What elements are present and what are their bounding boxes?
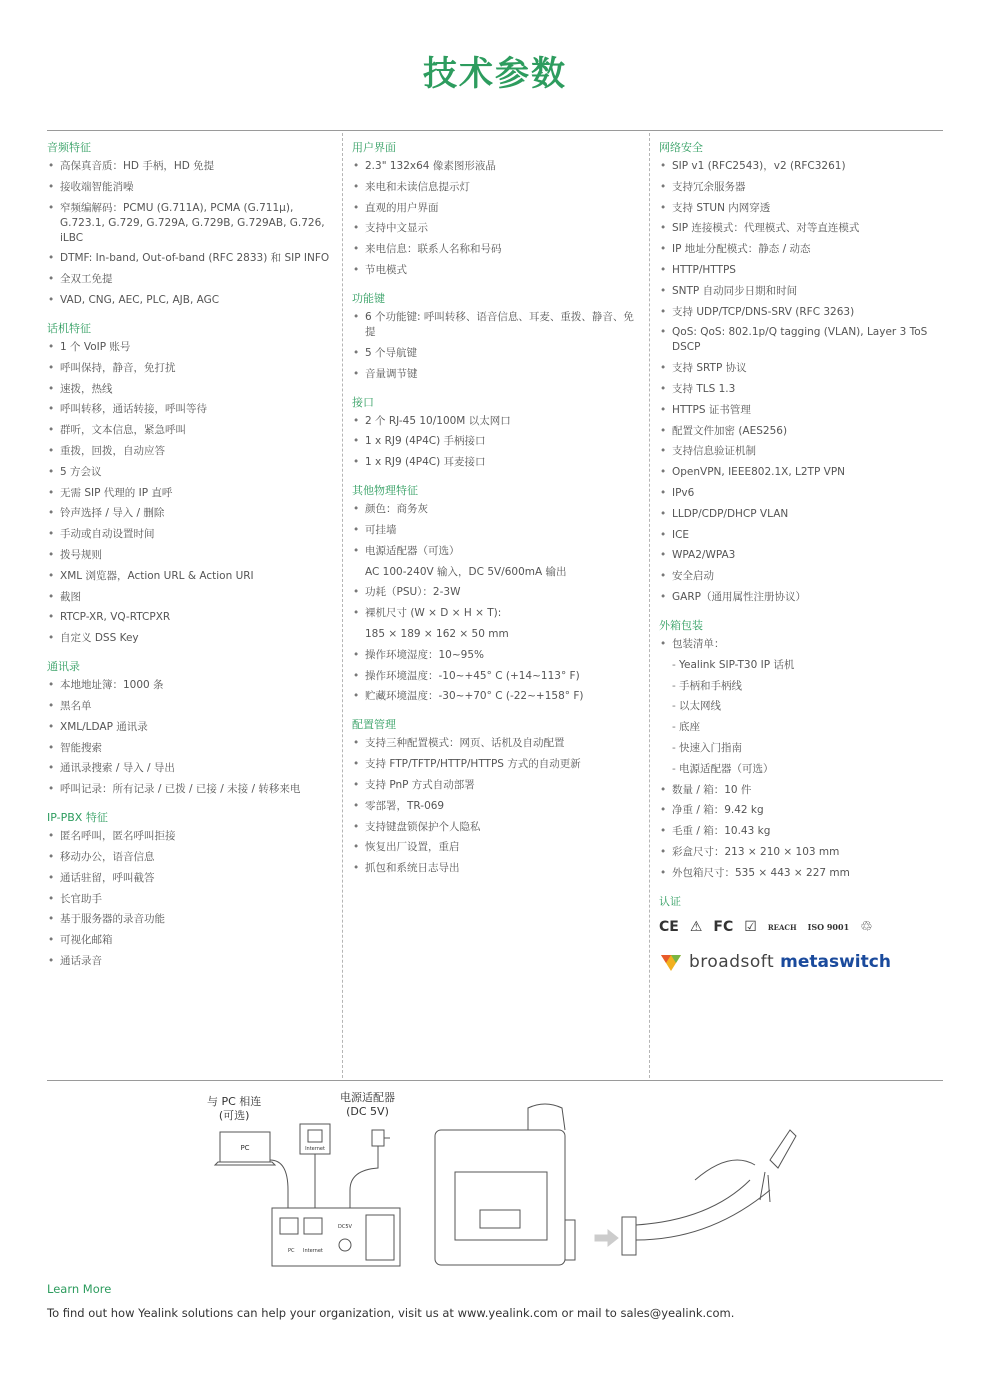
section-title: 外箱包装	[659, 618, 703, 632]
spec-item: • 1 x RJ9 (4P4C) 耳麦接口	[352, 455, 637, 470]
internet-label: Internet	[305, 1146, 325, 1152]
spec-section	[659, 140, 949, 605]
spec-item: • WPA2/WPA3	[659, 548, 949, 563]
spec-item: • OpenVPN, IEEE802.1X, L2TP VPN	[659, 465, 949, 480]
spec-item: • HTTP/HTTPS	[659, 263, 949, 278]
spec-item: • 呼叫保持，静音，免打扰	[47, 361, 332, 376]
recycle-mark-icon: ♲	[860, 919, 873, 936]
spec-item: • 2.3" 132x64 像素图形液晶	[352, 159, 637, 174]
spec-item: • 支持 TLS 1.3	[659, 382, 949, 397]
spec-item: • 操作环境湿度：10~95%	[352, 648, 637, 663]
spec-item: • 呼叫转移，通话转接，呼叫等待	[47, 402, 332, 417]
spec-item: • 外包箱尺寸：535 × 443 × 227 mm	[659, 866, 949, 881]
spec-item: • 支持 SRTP 协议	[659, 361, 949, 376]
spec-section	[352, 395, 637, 471]
spec-item: • 高保真音质：HD 手柄，HD 免提	[47, 159, 332, 174]
spec-item: • SIP v1 (RFC2543)，v2 (RFC3261)	[659, 159, 949, 174]
spec-item: - 以太网线	[659, 699, 949, 714]
spec-item: • 拨号规则	[47, 548, 332, 563]
iso-9001-icon: ISO 9001	[807, 922, 850, 933]
section-title: IP-PBX 特征	[47, 811, 108, 825]
spec-item: • 1 x RJ9 (4P4C) 手柄接口	[352, 434, 637, 449]
spec-item: • 手动或自动设置时间	[47, 527, 332, 542]
connection-diagram	[190, 1090, 810, 1280]
phone-back-panel	[272, 1208, 400, 1266]
top-divider	[47, 130, 943, 131]
spec-section	[352, 291, 637, 382]
spec-item: • 裸机尺寸 (W × D × H × T):	[352, 606, 637, 621]
spec-item: • 移动办公，语音信息	[47, 850, 332, 865]
broadsoft-logo-icon	[659, 953, 683, 973]
spec-item: • 基于服务器的录音功能	[47, 912, 332, 927]
spec-item: • 音量调节键	[352, 367, 637, 382]
spec-item: • 通讯录搜索 / 导入 / 导出	[47, 761, 332, 776]
spec-item: • 恢复出厂设置，重启	[352, 840, 637, 855]
spec-item: • 净重 / 箱：9.42 kg	[659, 803, 949, 818]
spec-column-1	[47, 138, 332, 975]
spec-item: • 黑名单	[47, 699, 332, 714]
spec-sub-item: AC 100-240V 输入，DC 5V/600mA 输出	[365, 565, 567, 578]
spec-section	[352, 717, 637, 876]
spec-section	[47, 810, 332, 969]
spec-item: • 全双工免提	[47, 272, 332, 287]
warning-triangle-icon: ⚠	[689, 919, 703, 936]
spec-item: • 电源适配器（可选）	[352, 544, 637, 559]
spec-item: • 支持中文显示	[352, 221, 637, 236]
power-adapter-icon	[372, 1130, 384, 1146]
spec-item: - 电源适配器（可选）	[659, 762, 949, 777]
check-mark-icon: ☑	[744, 919, 757, 936]
section-title: 话机特征	[47, 321, 91, 335]
spec-item: • 6 个功能键: 呼叫转移、语音信息、耳麦、重拨、静音、免提	[352, 310, 637, 340]
spec-item: • SNTP 自动同步日期和时间	[659, 284, 949, 299]
spec-item: • 通话录音	[47, 954, 332, 969]
spec-item: • 通话驻留，呼叫截答	[47, 871, 332, 886]
spec-item: • 长官助手	[47, 892, 332, 907]
spec-item: • 铃声选择 / 导入 / 删除	[47, 506, 332, 521]
spec-item: • 支持 FTP/TFTP/HTTP/HTTPS 方式的自动更新	[352, 757, 637, 772]
learn-more-heading: Learn More	[47, 1282, 112, 1296]
spec-item: • 本地地址簿：1000 条	[47, 678, 332, 693]
spec-item: • 支持键盘锁保护个人隐私	[352, 820, 637, 835]
headset-icon	[695, 1160, 755, 1180]
spec-item: • 贮藏环境温度：-30~+70° C (-22~+158° F)	[352, 689, 637, 704]
port-internet-label: Internet	[303, 1248, 323, 1254]
spec-item: • QoS: QoS: 802.1p/Q tagging (VLAN), Layer 3 ToS DSCP	[659, 325, 949, 355]
spec-item: • HTTPS 证书管理	[659, 403, 949, 418]
page-title: 技术参数	[423, 54, 567, 94]
spec-item: - 手柄和手柄线	[659, 679, 949, 694]
spec-item: • 无需 SIP 代理的 IP 直呼	[47, 486, 332, 501]
spec-item: • 群听，文本信息，紧急呼叫	[47, 423, 332, 438]
middle-divider	[47, 1080, 943, 1081]
spec-item: • 呼叫记录：所有记录 / 已拨 / 已接 / 未接 / 转移来电	[47, 782, 332, 797]
spec-item: • 1 个 VoIP 账号	[47, 340, 332, 355]
spec-item: • SIP 连接模式：代理模式、对等直连模式	[659, 221, 949, 236]
spec-item: • 支持 STUN 内网穿透	[659, 201, 949, 216]
spec-item: • 配置文件加密 (AES256)	[659, 424, 949, 439]
spec-item: • 自定义 DSS Key	[47, 631, 332, 646]
laptop-label: PC	[240, 1144, 250, 1152]
section-title: 其他物理特征	[352, 484, 418, 498]
spec-item: • 5 个导航键	[352, 346, 637, 361]
port-dc-label: DC5V	[338, 1224, 352, 1230]
fcc-mark-icon: FC	[713, 919, 734, 936]
headset-jack-icon	[622, 1217, 636, 1255]
ce-mark-icon: CE	[659, 919, 679, 936]
spec-item: • 接收端智能消噪	[47, 180, 332, 195]
column-divider-2	[649, 133, 650, 1078]
spec-item: • 来电和未读信息提示灯	[352, 180, 637, 195]
handset-icon	[770, 1130, 796, 1168]
spec-item: • IP 地址分配模式：静态 / 动态	[659, 242, 949, 257]
spec-item: • GARP（通用属性注册协议）	[659, 590, 949, 605]
spec-item: • 数量 / 箱：10 件	[659, 783, 949, 798]
spec-item: • IPv6	[659, 486, 949, 501]
spec-item: • 窄频编解码：PCMU (G.711A), PCMA (G.711μ), G.723.1, G.729, G.729A, G.729B, G.729AB, G.726, iLBC	[47, 201, 332, 246]
spec-section	[352, 140, 637, 278]
power-adapter-text: 电源适配器	[340, 1091, 395, 1104]
spec-item: • RTCP-XR, VQ-RTCPXR	[47, 610, 332, 625]
section-title: 通讯录	[47, 660, 80, 674]
spec-sub-item: 185 × 189 × 162 × 50 mm	[365, 627, 509, 640]
spec-item: • 5 方会议	[47, 465, 332, 480]
spec-section	[47, 321, 332, 646]
spec-item: • XML/LDAP 通讯录	[47, 720, 332, 735]
spec-item: • DTMF: In-band, Out-of-band (RFC 2833) 和 SIP INFO	[47, 251, 332, 266]
spec-item: • 安全启动	[659, 569, 949, 584]
spec-item: • XML 浏览器，Action URL & Action URI	[47, 569, 332, 584]
spec-item: - 快速入门指南	[659, 741, 949, 756]
section-title: 音频特征	[47, 141, 91, 154]
spec-item: - 底座	[659, 720, 949, 735]
spec-section	[47, 140, 332, 308]
spec-item: • 节电模式	[352, 263, 637, 278]
spec-item: • 功耗（PSU）：2-3W	[352, 585, 637, 600]
power-adapter-dc: (DC 5V)	[346, 1105, 389, 1118]
spec-column-3	[659, 138, 949, 975]
spec-item: • 零部署，TR-069	[352, 799, 637, 814]
spec-item: • 支持 UDP/TCP/DNS-SRV (RFC 3263)	[659, 305, 949, 320]
spec-item: • 截图	[47, 590, 332, 605]
spec-item: • 包装清单：	[659, 637, 949, 652]
spec-item: • 速拨，热线	[47, 382, 332, 397]
section-title: 用户界面	[352, 141, 396, 154]
section-title: 网络安全	[659, 141, 703, 154]
spec-section	[47, 659, 332, 797]
spec-item: • 来电信息：联系人名称和号码	[352, 242, 637, 257]
spec-item: • 直观的用户界面	[352, 201, 637, 216]
spec-item: • 颜色：商务灰	[352, 502, 637, 517]
spec-item: • 匿名呼叫，匿名呼叫拒接	[47, 829, 332, 844]
spec-item: • 支持冗余服务器	[659, 180, 949, 195]
metaswitch-logo: metaswitch	[780, 952, 891, 973]
spec-item: • 毛重 / 箱：10.43 kg	[659, 824, 949, 839]
arrow-icon	[595, 1230, 618, 1246]
spec-item: • 可视化邮箱	[47, 933, 332, 948]
column-divider-1	[342, 133, 343, 1078]
broadsoft-logo: broadsoft	[689, 952, 775, 973]
spec-section	[352, 483, 637, 704]
spec-item: • 智能搜索	[47, 741, 332, 756]
spec-item: • 重拨，回拨，自动应答	[47, 444, 332, 459]
port-pc-label: PC	[288, 1248, 295, 1254]
spec-item: • 支持信息验证机制	[659, 444, 949, 459]
spec-item: • 支持三种配置模式：网页、话机及自动配置	[352, 736, 637, 751]
spec-item: • 支持 PnP 方式自动部署	[352, 778, 637, 793]
spec-item: • VAD, CNG, AEC, PLC, AJB, AGC	[47, 293, 332, 308]
spec-column-2	[352, 138, 637, 882]
section-title: 接口	[352, 395, 374, 409]
partner-logos	[659, 951, 949, 975]
spec-item: • 抓包和系统日志导出	[352, 861, 637, 876]
reach-mark-icon: REACH	[767, 923, 797, 933]
spec-item: • ICE	[659, 528, 949, 543]
spec-item: • 操作环境温度：-10~+45° C (+14~113° F)	[352, 669, 637, 684]
section-title: 功能键	[352, 291, 385, 305]
spec-section	[659, 894, 949, 975]
certification-logos	[659, 917, 949, 939]
section-title: 配置管理	[352, 718, 396, 732]
spec-item: - Yealink SIP-T30 IP 话机	[659, 658, 949, 673]
spec-item: • 2 个 RJ-45 10/100M 以太网口	[352, 414, 637, 429]
footer-text: To find out how Yealink solutions can help your organization, visit us at www.yealink.com or mail to sales@yealink.com.	[47, 1306, 735, 1320]
connect-pc-text: 与 PC 相连	[207, 1095, 262, 1108]
spec-section	[659, 618, 949, 881]
connect-pc-optional: (可选)	[218, 1109, 250, 1122]
spec-item: • LLDP/CDP/DHCP VLAN	[659, 507, 949, 522]
section-title: 认证	[659, 894, 681, 908]
spec-item: • 彩盒尺寸：213 × 210 × 103 mm	[659, 845, 949, 860]
spec-item: • 可挂墙	[352, 523, 637, 538]
